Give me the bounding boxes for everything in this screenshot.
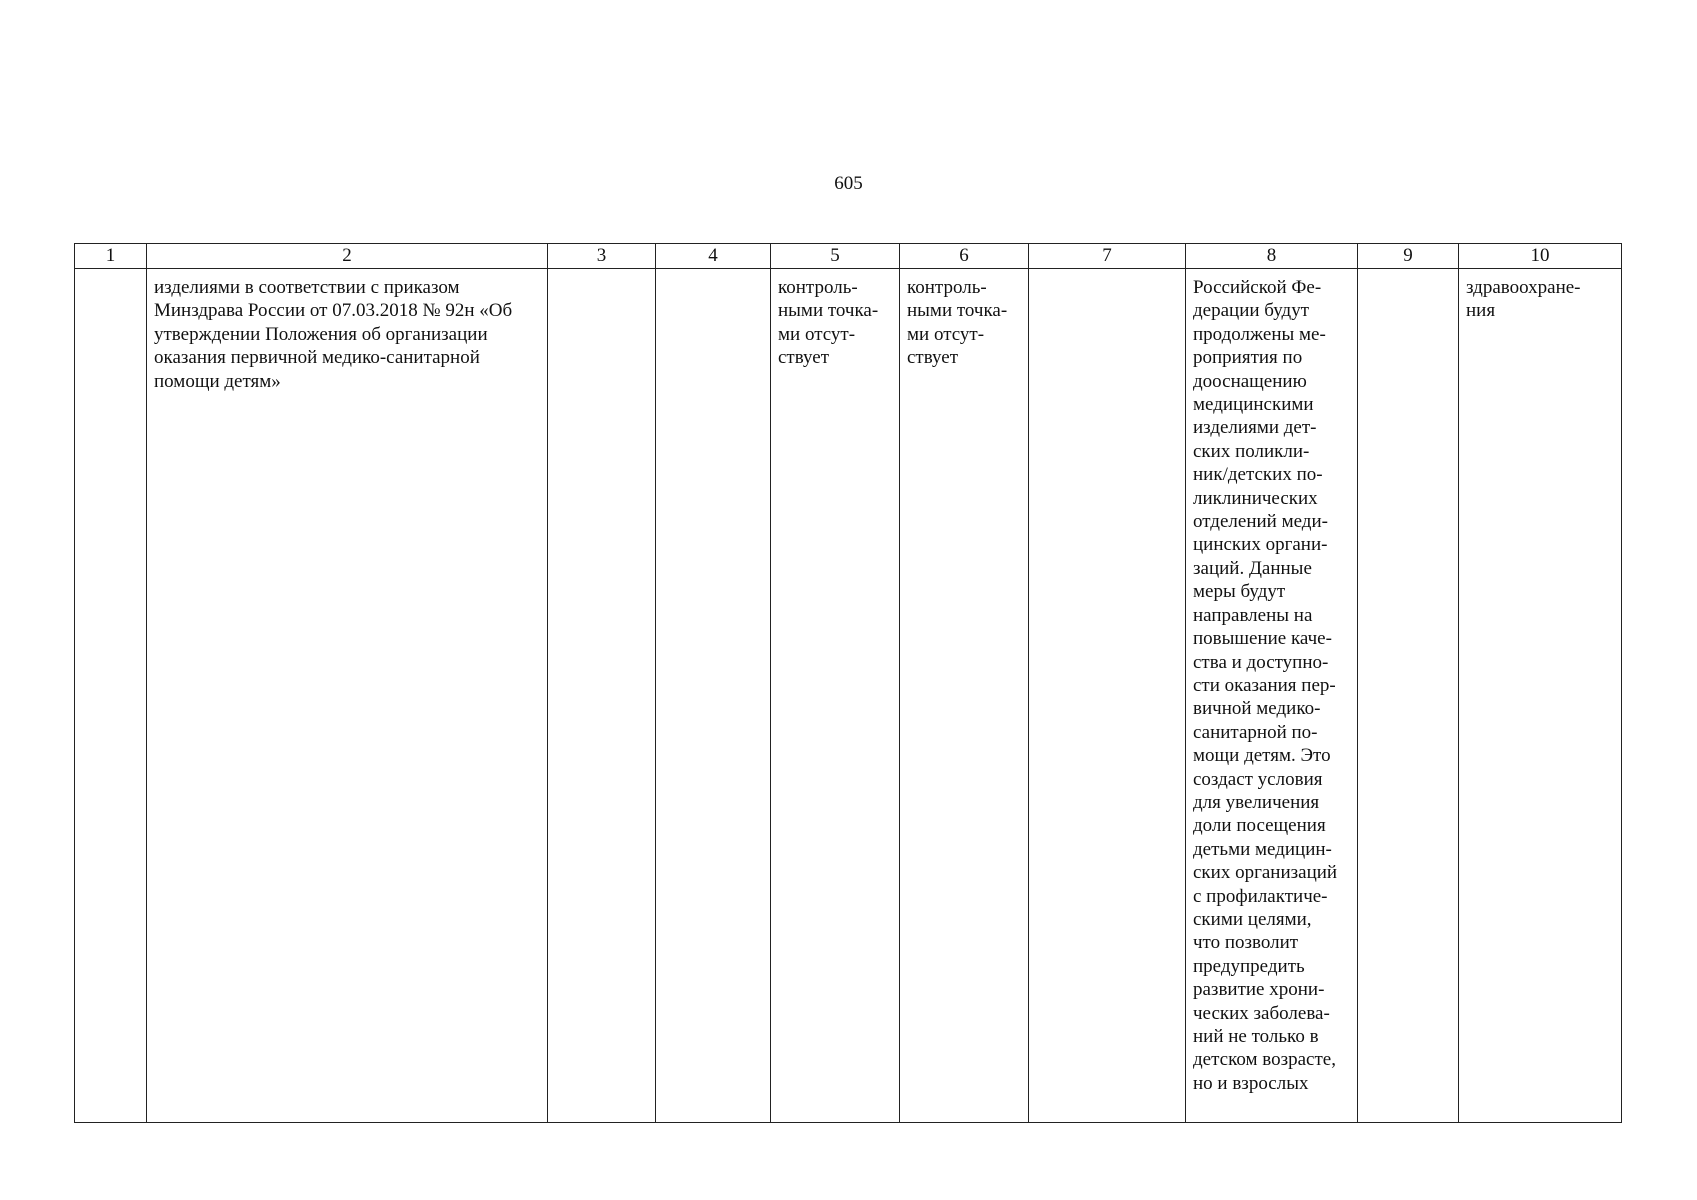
cell-col-9 xyxy=(1358,269,1459,1123)
document-table xyxy=(74,243,1622,1123)
cell-col-10 xyxy=(1459,269,1622,1123)
cell-col-8 xyxy=(1186,269,1358,1123)
cell-col-6 xyxy=(900,269,1029,1123)
cell-text-col-8: Российской Фе- дерации будут продолжены ме- роприятия по дооснащению медицинскими изделиями дет- ских поликли- ник/детских по- ликлинических отделений меди- цинских органи- заций. Данные меры будут направлены на повышение каче- ства и доступно- сти оказания пер- вичной медико- санитарной по- мощи детям. Это создаст условия для увеличения доли посещения детьми медицин- ских организаций с профилактиче- скими целями, что позволит предупредить развитие хрони- ческих заболева- ний не только в детском возрасте, но и взрослых xyxy=(1193,277,1338,1094)
page-number: 605 xyxy=(834,173,863,194)
cell-text-col-7 xyxy=(1029,269,1185,276)
column-header-2: 2 xyxy=(147,244,548,269)
cell-col-5 xyxy=(771,269,900,1123)
cell-text-col-10: здравоохране- ния xyxy=(1466,277,1581,322)
cell-text-col-4 xyxy=(656,269,770,276)
column-header-5: 5 xyxy=(771,244,900,269)
column-header-4: 4 xyxy=(656,244,771,269)
cell-text-col-6: контроль- ными точка- ми отсут- ствует xyxy=(907,277,1008,369)
cell-text-col-2: изделиями в соответствии с приказом Минздрава России от 07.03.2018 № 92н «Об утверждении Положения об организации оказания первичной медико-санитарной помощи детям» xyxy=(154,277,513,392)
column-header-8: 8 xyxy=(1186,244,1358,269)
header-row xyxy=(75,244,1622,269)
cell-col-3 xyxy=(548,269,656,1123)
column-header-7: 7 xyxy=(1029,244,1186,269)
column-header-10: 10 xyxy=(1459,244,1622,269)
column-header-9: 9 xyxy=(1358,244,1459,269)
column-header-1: 1 xyxy=(75,244,147,269)
cell-col-2 xyxy=(147,269,548,1123)
cell-text-col-9 xyxy=(1358,269,1458,276)
cell-text-col-5: контроль- ными точка- ми отсут- ствует xyxy=(778,277,879,369)
column-header-3: 3 xyxy=(548,244,656,269)
cell-text-col-1 xyxy=(75,269,146,276)
cell-text-col-3 xyxy=(548,269,655,276)
column-header-6: 6 xyxy=(900,244,1029,269)
cell-col-7 xyxy=(1029,269,1186,1123)
cell-col-4 xyxy=(656,269,771,1123)
cell-col-1 xyxy=(75,269,147,1123)
table-row xyxy=(75,269,1622,1123)
